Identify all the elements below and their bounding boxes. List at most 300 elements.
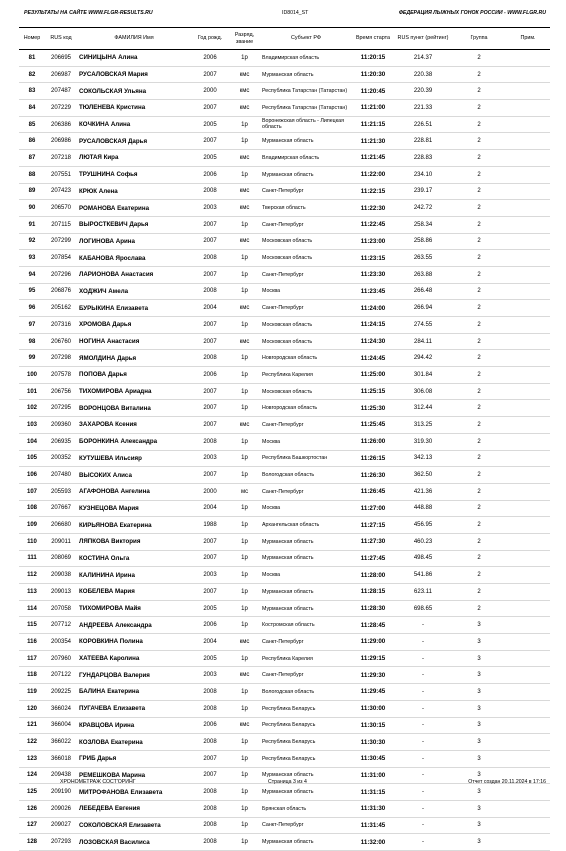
row-athlete-name: ВЫСОКИХ Алиса (77, 467, 191, 484)
row-athlete-name: ЛОЗОВСКАЯ Василиса (77, 834, 191, 851)
table-row (19, 183, 550, 200)
row-points: 301.84 (394, 367, 452, 384)
row-region: Мурманская область (260, 133, 352, 150)
row-region: Мурманская область (260, 550, 352, 567)
row-athlete-name: БОРОНКИНА Александра (77, 433, 191, 450)
table-row (19, 467, 550, 484)
row-rus-code: 366004 (45, 717, 77, 734)
col-header-rank: Разряд, звание (229, 28, 260, 50)
col-header-code: RUS код (45, 28, 77, 50)
row-group: 2 (452, 350, 506, 367)
row-start-time: 11:22:45 (352, 216, 394, 233)
row-rus-code: 207115 (45, 216, 77, 233)
row-birth-year: 2007 (191, 133, 229, 150)
row-rus-code: 209190 (45, 784, 77, 801)
table-row (19, 333, 550, 350)
row-note (506, 400, 550, 417)
row-start-time: 11:24:30 (352, 333, 394, 350)
row-note (506, 116, 550, 133)
row-points: 258.86 (394, 233, 452, 250)
row-number: 115 (19, 617, 45, 634)
row-points: - (394, 750, 452, 767)
row-start-time: 11:24:45 (352, 350, 394, 367)
row-rank: 1р (229, 533, 260, 550)
row-region: Санкт-Петербург (260, 634, 352, 651)
table-row (19, 517, 550, 534)
row-rank: 1р (229, 400, 260, 417)
row-rus-code: 207487 (45, 83, 77, 100)
row-note (506, 600, 550, 617)
row-group: 2 (452, 533, 506, 550)
row-group: 2 (452, 467, 506, 484)
row-start-time: 11:30:15 (352, 717, 394, 734)
table-row (19, 283, 550, 300)
row-athlete-name: ВОРОНЦОВА Виталина (77, 400, 191, 417)
row-region: Республика Беларусь (260, 734, 352, 751)
row-number: 93 (19, 250, 45, 267)
header-results-site[interactable]: РЕЗУЛЬТАТЫ НА САЙТЕ WWW.FLGR-RESULTS.RU (24, 10, 153, 16)
row-number: 121 (19, 717, 45, 734)
row-region: Москва (260, 433, 352, 450)
row-rank: 1р (229, 450, 260, 467)
row-region: Санкт-Петербург (260, 667, 352, 684)
table-row (19, 717, 550, 734)
row-group: 2 (452, 400, 506, 417)
row-rank: 1р (229, 50, 260, 67)
col-header-name: ФАМИЛИЯ Имя (77, 28, 191, 50)
row-region: Санкт-Петербург (260, 817, 352, 834)
row-points: 623.11 (394, 584, 452, 601)
row-start-time: 11:31:15 (352, 784, 394, 801)
row-note (506, 83, 550, 100)
table-row (19, 50, 550, 67)
row-athlete-name: ЛЕБЕДЕВА Евгения (77, 800, 191, 817)
row-rus-code: 207296 (45, 266, 77, 283)
row-rank: 1р (229, 166, 260, 183)
table-row (19, 533, 550, 550)
row-note (506, 300, 550, 317)
row-number: 127 (19, 817, 45, 834)
row-region: Республика Беларусь (260, 750, 352, 767)
row-athlete-name: ПОПОВА Дарья (77, 367, 191, 384)
row-birth-year: 2005 (191, 116, 229, 133)
row-rus-code: 206987 (45, 66, 77, 83)
row-region: Московская область (260, 250, 352, 267)
row-group: 2 (452, 517, 506, 534)
table-row (19, 367, 550, 384)
row-region: Владимирская область (260, 50, 352, 67)
row-number: 91 (19, 216, 45, 233)
row-number: 116 (19, 634, 45, 651)
row-birth-year: 2008 (191, 700, 229, 717)
row-group: 3 (452, 617, 506, 634)
row-group: 2 (452, 166, 506, 183)
row-points: 312.44 (394, 400, 452, 417)
row-rus-code: 206680 (45, 517, 77, 534)
row-athlete-name: КОРОВКИНА Полина (77, 634, 191, 651)
row-athlete-name: ХОДЖИЧ Амела (77, 283, 191, 300)
row-region: Республика Беларусь (260, 717, 352, 734)
row-birth-year: 2008 (191, 817, 229, 834)
row-start-time: 11:31:45 (352, 817, 394, 834)
row-points: 242.72 (394, 200, 452, 217)
row-note (506, 750, 550, 767)
row-rus-code: 207960 (45, 650, 77, 667)
row-region: Мурманская область (260, 784, 352, 801)
row-region: Москва (260, 500, 352, 517)
row-points: - (394, 667, 452, 684)
row-region: Вологодская область (260, 467, 352, 484)
row-rank: мс (229, 483, 260, 500)
row-group: 3 (452, 784, 506, 801)
row-points: 228.83 (394, 150, 452, 167)
row-group: 3 (452, 834, 506, 851)
row-region: Республика Карелия (260, 650, 352, 667)
table-row (19, 834, 550, 851)
row-note (506, 617, 550, 634)
row-group: 2 (452, 567, 506, 584)
row-rank: 1р (229, 567, 260, 584)
row-start-time: 11:25:30 (352, 400, 394, 417)
start-list-table (19, 27, 550, 851)
row-rank: 1р (229, 617, 260, 634)
row-region: Мурманская область (260, 767, 352, 784)
row-points: - (394, 834, 452, 851)
row-points: 214.37 (394, 50, 452, 67)
row-points: - (394, 700, 452, 717)
row-birth-year: 2003 (191, 667, 229, 684)
row-points: 220.39 (394, 83, 452, 100)
row-athlete-name: КАЛИНИНА Ирина (77, 567, 191, 584)
row-group: 2 (452, 133, 506, 150)
row-points: 263.88 (394, 266, 452, 283)
row-athlete-name: АНДРЕЕВА Александра (77, 617, 191, 634)
row-rus-code: 206386 (45, 116, 77, 133)
row-start-time: 11:26:00 (352, 433, 394, 450)
table-row (19, 734, 550, 751)
row-birth-year: 2006 (191, 367, 229, 384)
table-header-row (19, 28, 550, 50)
row-rus-code: 207712 (45, 617, 77, 634)
row-rus-code: 209360 (45, 417, 77, 434)
row-athlete-name: РУСАЛОВСКАЯ Дарья (77, 133, 191, 150)
row-note (506, 350, 550, 367)
row-birth-year: 2008 (191, 250, 229, 267)
row-points: 362.50 (394, 467, 452, 484)
row-number: 89 (19, 183, 45, 200)
table-row (19, 250, 550, 267)
row-rank: 1р (229, 834, 260, 851)
table-row (19, 317, 550, 334)
row-athlete-name: ЛОГИНОВА Арина (77, 233, 191, 250)
row-athlete-name: ТИХОМИРОВА Ариадна (77, 383, 191, 400)
row-note (506, 817, 550, 834)
row-group: 2 (452, 383, 506, 400)
row-number: 84 (19, 100, 45, 117)
row-points: 319.30 (394, 433, 452, 450)
row-number: 99 (19, 350, 45, 367)
row-athlete-name: НОГИНА Анастасия (77, 333, 191, 350)
row-number: 86 (19, 133, 45, 150)
table-row (19, 116, 550, 133)
footer-report-date: Отчет создан 20.11.2024 в 17:16 (468, 779, 546, 785)
row-rank: 1р (229, 383, 260, 400)
col-header-group: Группа (452, 28, 506, 50)
table-row (19, 800, 550, 817)
row-rus-code: 200354 (45, 634, 77, 651)
row-rus-code: 206876 (45, 283, 77, 300)
col-header-year: Год рожд. (191, 28, 229, 50)
row-rus-code: 206760 (45, 333, 77, 350)
row-group: 3 (452, 717, 506, 734)
row-birth-year: 2006 (191, 617, 229, 634)
row-region: Владимирская область (260, 150, 352, 167)
row-birth-year: 2007 (191, 383, 229, 400)
row-points: 313.25 (394, 417, 452, 434)
row-birth-year: 2007 (191, 467, 229, 484)
row-start-time: 11:22:15 (352, 183, 394, 200)
row-birth-year: 2007 (191, 216, 229, 233)
row-athlete-name: ЛЯПКОВА Виктория (77, 533, 191, 550)
row-region: Республика Беларусь (260, 700, 352, 717)
row-rus-code: 208069 (45, 550, 77, 567)
table-row (19, 417, 550, 434)
row-start-time: 11:23:00 (352, 233, 394, 250)
row-points: - (394, 784, 452, 801)
row-region: Санкт-Петербург (260, 483, 352, 500)
row-rus-code: 207578 (45, 367, 77, 384)
row-rus-code: 207293 (45, 834, 77, 851)
row-points: 274.55 (394, 317, 452, 334)
row-note (506, 734, 550, 751)
col-header-note: Прим. (506, 28, 550, 50)
row-points: - (394, 650, 452, 667)
row-start-time: 11:22:30 (352, 200, 394, 217)
row-rus-code: 207058 (45, 600, 77, 617)
row-rank: кмс (229, 66, 260, 83)
row-birth-year: 2007 (191, 550, 229, 567)
row-athlete-name: МИТРОФАНОВА Елизавета (77, 784, 191, 801)
row-points: 456.95 (394, 517, 452, 534)
row-group: 2 (452, 200, 506, 217)
row-rus-code: 207316 (45, 317, 77, 334)
row-note (506, 50, 550, 67)
row-number: 107 (19, 483, 45, 500)
row-athlete-name: АГАФОНОВА Ангелина (77, 483, 191, 500)
row-birth-year: 2007 (191, 750, 229, 767)
row-start-time: 11:23:45 (352, 283, 394, 300)
row-rus-code: 209438 (45, 767, 77, 784)
row-note (506, 467, 550, 484)
row-rank: 1р (229, 433, 260, 450)
row-athlete-name: ВЫРОСТКЕВИЧ Дарья (77, 216, 191, 233)
table-row (19, 634, 550, 651)
table-row (19, 483, 550, 500)
row-athlete-name: ЯМОЛДИНА Дарья (77, 350, 191, 367)
row-points: 228.81 (394, 133, 452, 150)
row-number: 85 (19, 116, 45, 133)
row-group: 3 (452, 734, 506, 751)
row-region: Мурманская область (260, 834, 352, 851)
row-rank: 1р (229, 784, 260, 801)
row-rus-code: 200352 (45, 450, 77, 467)
row-group: 2 (452, 66, 506, 83)
row-note (506, 216, 550, 233)
row-number: 109 (19, 517, 45, 534)
row-rus-code: 207480 (45, 467, 77, 484)
row-rank: кмс (229, 717, 260, 734)
table-row (19, 200, 550, 217)
row-athlete-name: КАБАНОВА Ярослава (77, 250, 191, 267)
table-row (19, 233, 550, 250)
row-athlete-name: ХАТЕЕВА Каролина (77, 650, 191, 667)
table-row (19, 584, 550, 601)
table-row (19, 383, 550, 400)
table-row (19, 100, 550, 117)
row-region: Брянская область (260, 800, 352, 817)
row-rank: кмс (229, 233, 260, 250)
row-note (506, 417, 550, 434)
row-region: Республика Карелия (260, 367, 352, 384)
row-rank: 1р (229, 133, 260, 150)
row-athlete-name: ТРУШНИНА Софья (77, 166, 191, 183)
row-number: 96 (19, 300, 45, 317)
row-birth-year: 2006 (191, 717, 229, 734)
row-note (506, 183, 550, 200)
row-start-time: 11:22:00 (352, 166, 394, 183)
row-birth-year: 1988 (191, 517, 229, 534)
row-group: 2 (452, 250, 506, 267)
row-note (506, 250, 550, 267)
row-points: - (394, 634, 452, 651)
table-row (19, 133, 550, 150)
row-group: 2 (452, 550, 506, 567)
row-start-time: 11:21:15 (352, 116, 394, 133)
row-rus-code: 206935 (45, 433, 77, 450)
row-number: 113 (19, 584, 45, 601)
row-rus-code: 207423 (45, 183, 77, 200)
row-region: Московская область (260, 383, 352, 400)
row-group: 2 (452, 233, 506, 250)
row-birth-year: 2004 (191, 634, 229, 651)
row-note (506, 500, 550, 517)
row-start-time: 11:28:00 (352, 567, 394, 584)
row-athlete-name: ЗАХАРОВА Ксения (77, 417, 191, 434)
row-rank: кмс (229, 83, 260, 100)
row-start-time: 11:28:15 (352, 584, 394, 601)
row-note (506, 333, 550, 350)
row-athlete-name: БАЛИНА Екатерина (77, 684, 191, 701)
row-region: Мурманская область (260, 600, 352, 617)
row-athlete-name: КРЮК Алена (77, 183, 191, 200)
row-rank: 1р (229, 684, 260, 701)
row-points: 448.88 (394, 500, 452, 517)
row-group: 2 (452, 283, 506, 300)
table-row (19, 266, 550, 283)
row-rus-code: 207218 (45, 150, 77, 167)
row-region: Мурманская область (260, 166, 352, 183)
row-group: 3 (452, 667, 506, 684)
row-number: 119 (19, 684, 45, 701)
row-start-time: 11:25:00 (352, 367, 394, 384)
row-points: 294.42 (394, 350, 452, 367)
row-athlete-name: ГУНДАРЦОВА Валерия (77, 667, 191, 684)
header-federation-site[interactable]: ФЕДЕРАЦИЯ ЛЫЖНЫХ ГОНОК РОССИИ - WWW.FLGR.RU (398, 10, 546, 16)
row-rus-code: 207298 (45, 350, 77, 367)
row-note (506, 517, 550, 534)
row-region: Московская область (260, 317, 352, 334)
row-rank: 1р (229, 116, 260, 133)
row-number: 123 (19, 750, 45, 767)
row-birth-year: 2007 (191, 533, 229, 550)
row-region: Мурманская область (260, 584, 352, 601)
row-athlete-name: ХРОМОВА Дарья (77, 317, 191, 334)
table-row (19, 350, 550, 367)
row-group: 3 (452, 650, 506, 667)
table-row (19, 567, 550, 584)
row-rank: кмс (229, 333, 260, 350)
row-note (506, 584, 550, 601)
row-rus-code: 206695 (45, 50, 77, 67)
row-start-time: 11:30:45 (352, 750, 394, 767)
row-number: 101 (19, 383, 45, 400)
row-rank: 1р (229, 750, 260, 767)
table-row (19, 550, 550, 567)
row-start-time: 11:20:45 (352, 83, 394, 100)
row-note (506, 233, 550, 250)
row-number: 82 (19, 66, 45, 83)
row-start-time: 11:23:30 (352, 266, 394, 283)
row-rank: 1р (229, 283, 260, 300)
table-row (19, 500, 550, 517)
table-row (19, 216, 550, 233)
row-number: 81 (19, 50, 45, 67)
row-start-time: 11:27:15 (352, 517, 394, 534)
row-group: 2 (452, 100, 506, 117)
row-region: Санкт-Петербург (260, 300, 352, 317)
row-rus-code: 209011 (45, 533, 77, 550)
row-birth-year: 2007 (191, 317, 229, 334)
row-birth-year: 2004 (191, 500, 229, 517)
row-birth-year: 2006 (191, 166, 229, 183)
row-rus-code: 207667 (45, 500, 77, 517)
row-rus-code: 206570 (45, 200, 77, 217)
row-region: Республика Татарстан (Татарстан) (260, 83, 352, 100)
header-event-id: ID8014_ST (282, 10, 309, 16)
row-birth-year: 2008 (191, 433, 229, 450)
col-header-points: RUS пункт (рейтинг) (394, 28, 452, 50)
row-birth-year: 2008 (191, 800, 229, 817)
row-rank: кмс (229, 667, 260, 684)
row-group: 2 (452, 333, 506, 350)
row-athlete-name: ЛЮТАЯ Кира (77, 150, 191, 167)
row-rank: 1р (229, 550, 260, 567)
table-row (19, 600, 550, 617)
table-row (19, 66, 550, 83)
row-number: 117 (19, 650, 45, 667)
row-athlete-name: КОЗЛОВА Екатерина (77, 734, 191, 751)
row-number: 103 (19, 417, 45, 434)
row-points: 263.55 (394, 250, 452, 267)
row-note (506, 700, 550, 717)
row-note (506, 834, 550, 851)
row-start-time: 11:25:15 (352, 383, 394, 400)
row-note (506, 383, 550, 400)
row-points: 284.11 (394, 333, 452, 350)
row-note (506, 367, 550, 384)
row-region: Новгородская область (260, 350, 352, 367)
row-points: - (394, 767, 452, 784)
